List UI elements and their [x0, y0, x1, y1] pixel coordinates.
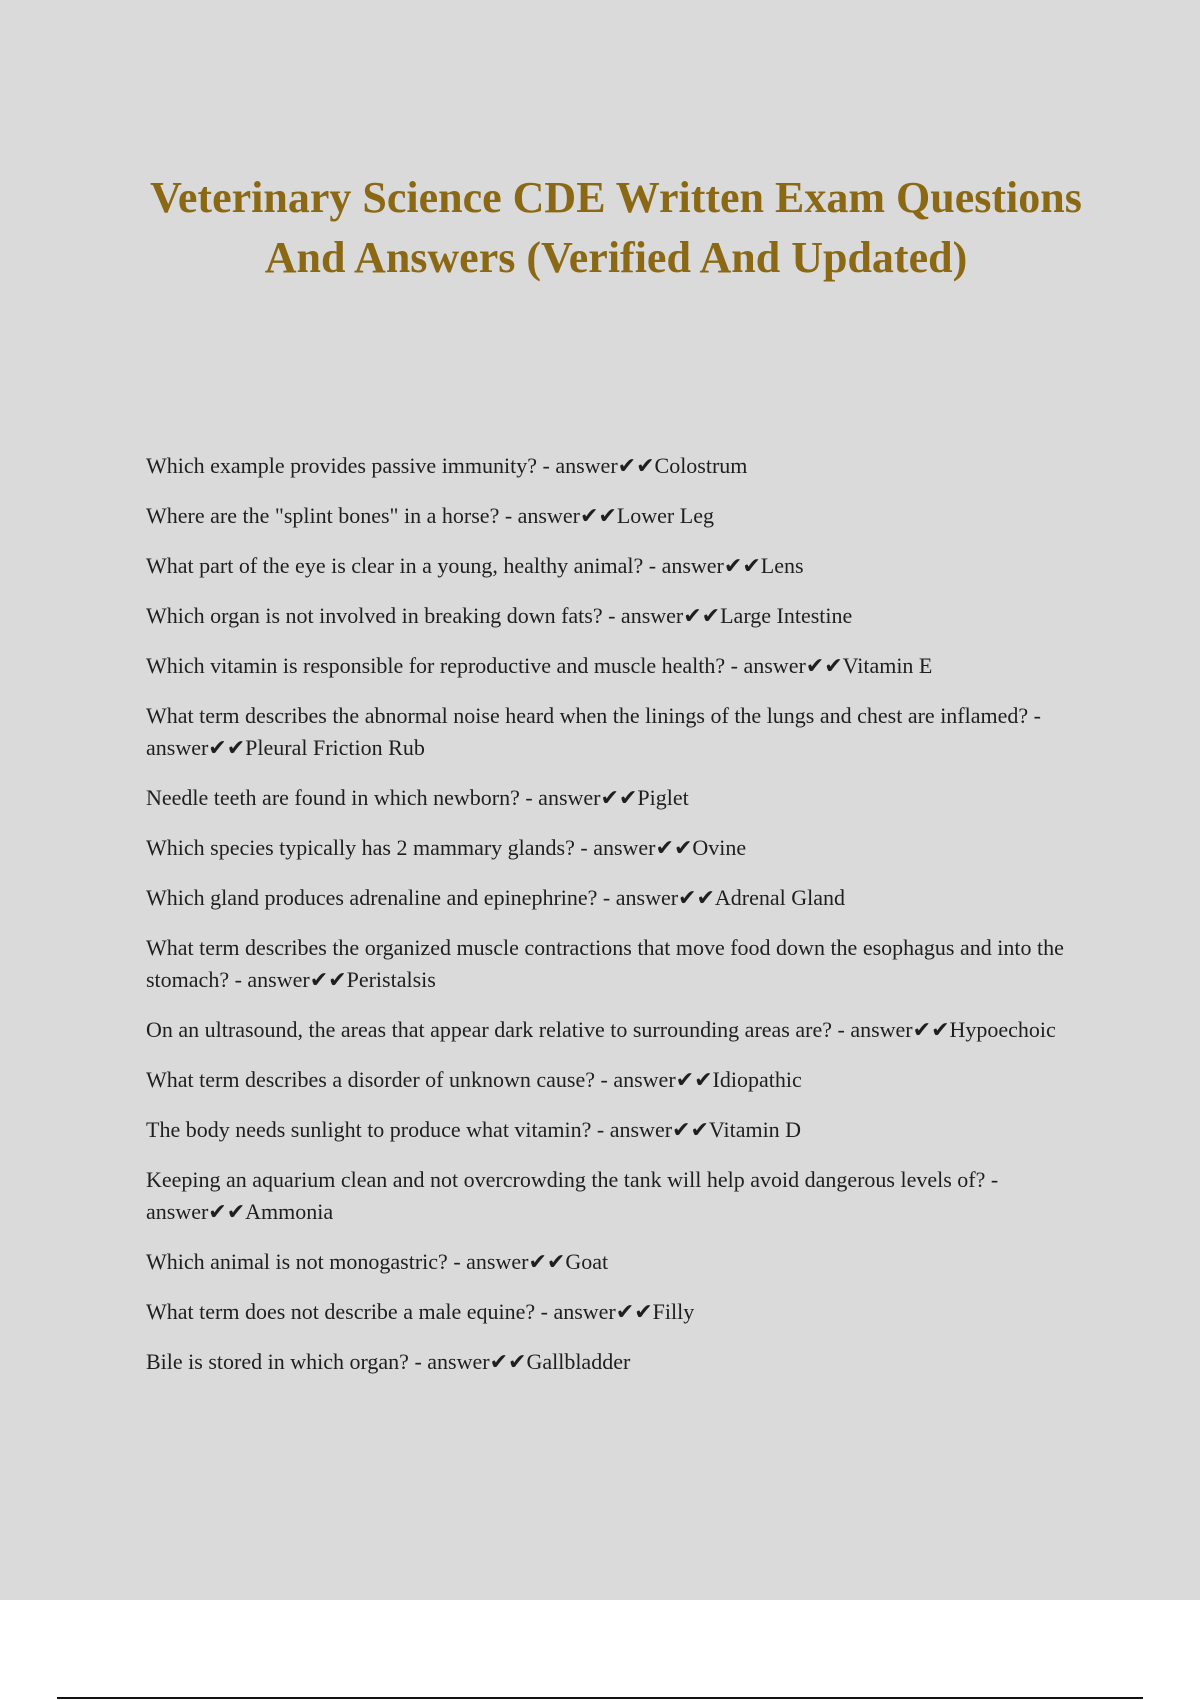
- qa-item: [146, 550, 1086, 582]
- question-text: Where are the "splint bones" in a horse?: [146, 503, 500, 528]
- question-text: Which example provides passive immunity?: [146, 453, 538, 478]
- qa-item: [146, 1064, 1086, 1096]
- answer-marker: - answer✔✔: [537, 453, 655, 478]
- question-text: Which vitamin is responsible for reproductive and muscle health?: [146, 653, 726, 678]
- question-text: On an ultrasound, the areas that appear dark relative to surrounding areas are?: [146, 1017, 832, 1042]
- footer-rule: [57, 1697, 1143, 1699]
- answer-text: Ovine: [692, 835, 747, 860]
- question-text: Needle teeth are found in which newborn?: [146, 785, 520, 810]
- question-text: What term describes the abnormal noise heard when the linings of the lungs and chest are inflamed?: [146, 703, 1029, 728]
- qa-item: [146, 450, 1086, 482]
- answer-marker: - answer✔✔: [499, 503, 617, 528]
- answer-text: Adrenal Gland: [714, 885, 846, 910]
- answer-marker: - answer✔✔: [447, 1249, 566, 1274]
- qa-list: [146, 450, 1086, 1396]
- qa-item: [146, 500, 1086, 532]
- answer-marker: - answer✔✔: [146, 1167, 999, 1224]
- answer-text: Ammonia: [245, 1199, 334, 1224]
- qa-item: [146, 1014, 1086, 1046]
- question-text: What term describes a disorder of unknown cause?: [146, 1067, 596, 1092]
- answer-text: Gallbladder: [526, 1349, 631, 1374]
- answer-text: Large Intestine: [720, 603, 853, 628]
- answer-marker: - answer✔✔: [597, 885, 715, 910]
- answer-text: Hypoechoic: [949, 1017, 1056, 1042]
- answer-text: Pleural Friction Rub: [245, 735, 425, 760]
- qa-item: [146, 1114, 1086, 1146]
- answer-marker: - answer✔✔: [146, 703, 1041, 760]
- answer-marker: - answer✔✔: [519, 785, 638, 810]
- question-text: What term does not describe a male equine?: [146, 1299, 536, 1324]
- question-text: Bile is stored in which organ?: [146, 1349, 409, 1374]
- answer-marker: - answer✔✔: [602, 603, 721, 628]
- question-text: Which organ is not involved in breaking down fats?: [146, 603, 603, 628]
- question-text: Which species typically has 2 mammary glands?: [146, 835, 575, 860]
- question-text: Keeping an aquarium clean and not overcrowding the tank will help avoid dangerous levels of?: [146, 1167, 986, 1192]
- qa-item: [146, 1246, 1086, 1278]
- qa-item: [146, 1164, 1086, 1228]
- qa-item: [146, 600, 1086, 632]
- qa-item: [146, 1296, 1086, 1328]
- answer-text: Vitamin E: [842, 653, 933, 678]
- question-text: Which gland produces adrenaline and epinephrine?: [146, 885, 598, 910]
- qa-item: [146, 1346, 1086, 1378]
- answer-text: Lens: [760, 553, 804, 578]
- answer-marker: - answer✔✔: [229, 967, 347, 992]
- answer-text: Peristalsis: [346, 967, 436, 992]
- question-text: What term describes the organized muscle contractions that move food down the esophagus and into the stomach?: [146, 935, 1064, 992]
- qa-item: [146, 650, 1086, 682]
- answer-marker: - answer✔✔: [591, 1117, 709, 1142]
- answer-marker: - answer✔✔: [595, 1067, 713, 1092]
- answer-marker: - answer✔✔: [408, 1349, 527, 1374]
- question-text: What part of the eye is clear in a young, healthy animal?: [146, 553, 644, 578]
- question-text: Which animal is not monogastric?: [146, 1249, 448, 1274]
- answer-marker: - answer✔✔: [832, 1017, 950, 1042]
- qa-item: [146, 700, 1086, 764]
- document-title: Veterinary Science CDE Written Exam Questions And Answers (Verified And Updated): [150, 173, 1082, 282]
- answer-text: Filly: [652, 1299, 695, 1324]
- answer-text: Piglet: [637, 785, 689, 810]
- answer-marker: - answer✔✔: [535, 1299, 653, 1324]
- qa-item: [146, 932, 1086, 996]
- answer-text: Idiopathic: [712, 1067, 802, 1092]
- qa-item: [146, 782, 1086, 814]
- qa-item: [146, 882, 1086, 914]
- answer-text: Goat: [565, 1249, 609, 1274]
- answer-text: Lower Leg: [616, 503, 714, 528]
- answer-marker: - answer✔✔: [574, 835, 693, 860]
- answer-marker: - answer✔✔: [643, 553, 761, 578]
- question-text: The body needs sunlight to produce what vitamin?: [146, 1117, 592, 1142]
- answer-marker: - answer✔✔: [725, 653, 843, 678]
- answer-text: Vitamin D: [708, 1117, 802, 1142]
- qa-item: [146, 832, 1086, 864]
- answer-text: Colostrum: [654, 453, 748, 478]
